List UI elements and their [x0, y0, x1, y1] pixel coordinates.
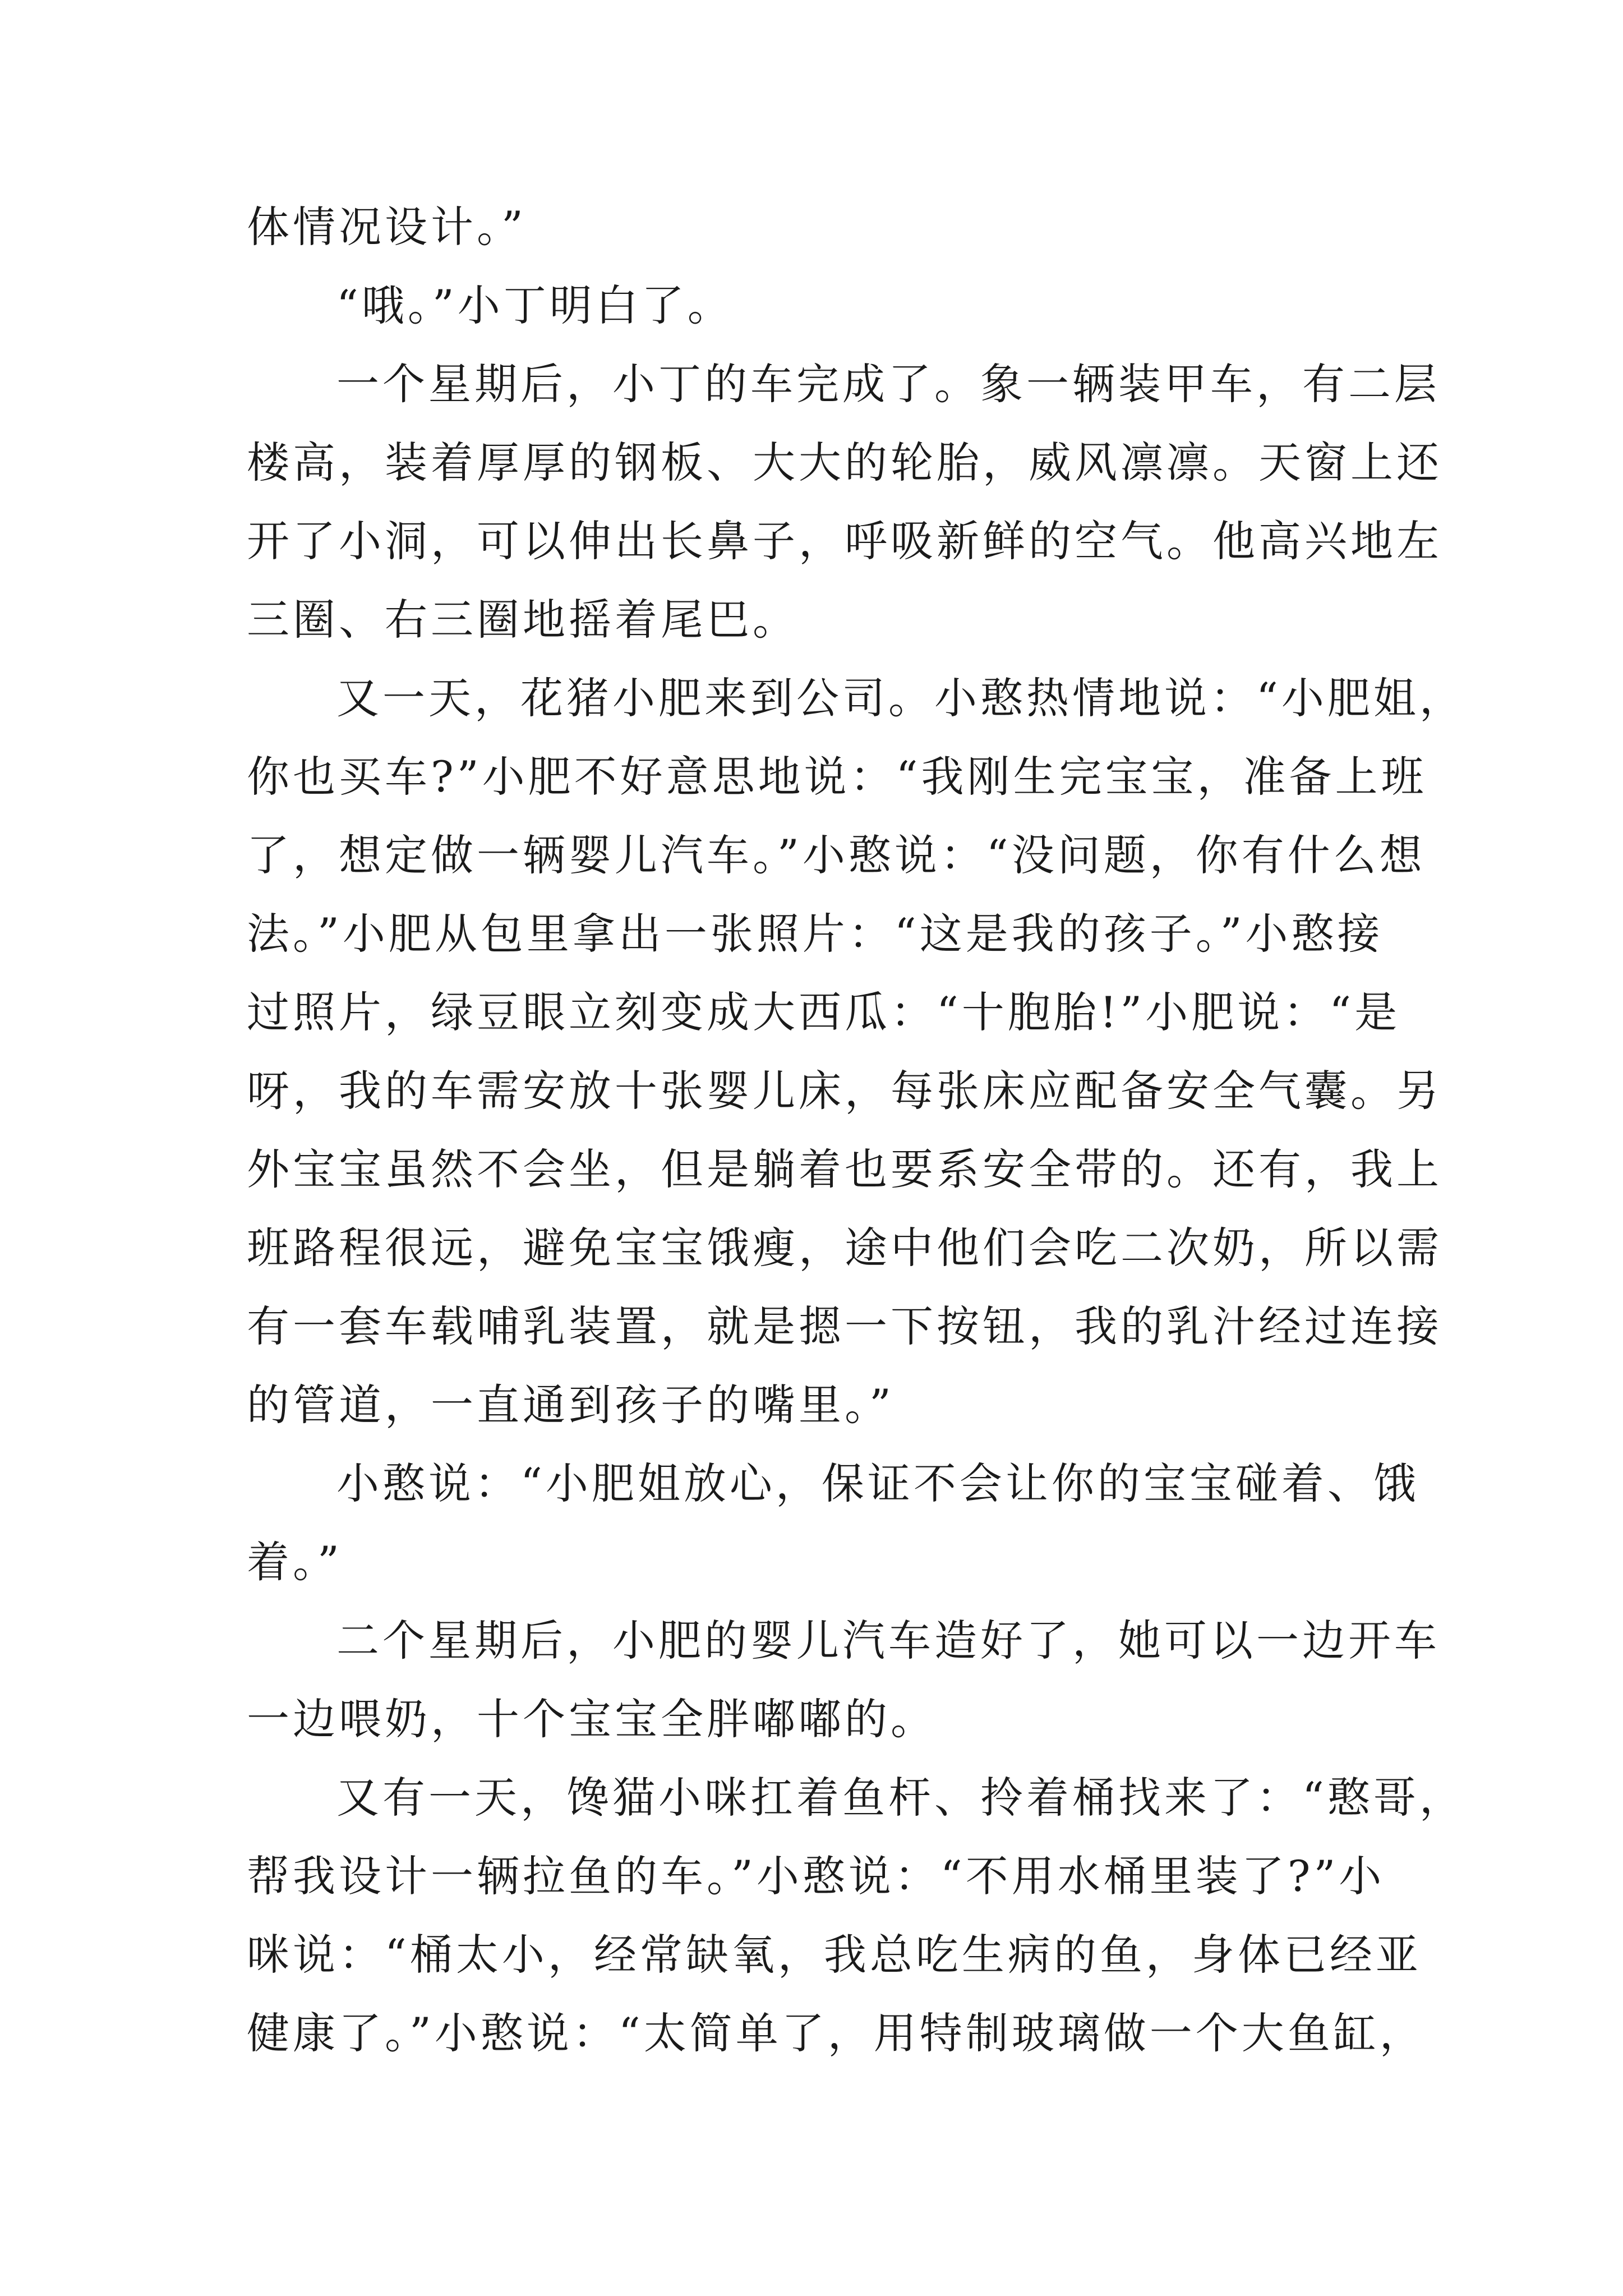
text-line: 外宝宝虽然不会坐，但是躺着也要系安全带的。还有，我上 [247, 1144, 1442, 1194]
text-line: “哦。”小丁明白了。 [336, 280, 734, 330]
text-line: 有一套车载哺乳装置，就是摁一下按钮，我的乳汁经过连接 [247, 1301, 1442, 1351]
text-line: 咪说：“桶太小，经常缺氧，我总吃生病的鱼，身体已经亚 [247, 1930, 1422, 1980]
text-line: 班路程很远，避免宝宝饿瘦，途中他们会吃二次奶，所以需 [247, 1223, 1442, 1273]
text-line: 健康了。”小憨说：“太简单了，用特制玻璃做一个大鱼缸， [247, 2008, 1426, 2058]
text-line: 着。” [247, 1537, 343, 1587]
text-line: 了，想定做一辆婴儿汽车。”小憨说：“没问题，你有什么想 [247, 830, 1426, 880]
text-line: 呀，我的车需安放十张婴儿床，每张床应配备安全气囊。另 [247, 1066, 1442, 1116]
text-line: 帮我设计一辆拉鱼的车。”小憨说：“不用水桶里装了?”小 [247, 1851, 1385, 1901]
text-line: 你也买车?”小肥不好意思地说：“我刚生完宝宝，准备上班 [247, 752, 1427, 802]
text-line: 开了小洞，可以伸出长鼻子，呼吸新鲜的空气。他高兴地左 [247, 516, 1442, 566]
text-line: 的管道，一直通到孩子的嘴里。” [247, 1380, 895, 1430]
text-line: 二个星期后，小肥的婴儿汽车造好了，她可以一边开车 [336, 1616, 1440, 1665]
text-line: 又一天，花猪小肥来到公司。小憨热情地说：“小肥姐， [336, 673, 1465, 723]
text-line: 小憨说：“小肥姐放心，保证不会让你的宝宝碰着、饿 [336, 1458, 1419, 1508]
text-line: 体情况设计。” [247, 202, 527, 252]
text-line: 一边喂奶，十个宝宝全胖嘟嘟的。 [247, 1694, 937, 1744]
text-line: 楼高，装着厚厚的钢板、大大的轮胎，威风凛凛。天窗上还 [247, 438, 1442, 487]
text-line: 一个星期后，小丁的车完成了。象一辆装甲车，有二层 [336, 359, 1440, 409]
text-line: 三圈、右三圈地摇着尾巴。 [247, 595, 799, 645]
text-line: 又有一天，馋猫小咪扛着鱼杆、拎着桶找来了：“憨哥， [336, 1773, 1465, 1823]
text-line: 过照片，绿豆眼立刻变成大西瓜：“十胞胎!”小肥说：“是 [247, 987, 1401, 1037]
text-line: 法。”小肥从包里拿出一张照片：“这是我的孩子。”小憨接 [247, 909, 1384, 959]
